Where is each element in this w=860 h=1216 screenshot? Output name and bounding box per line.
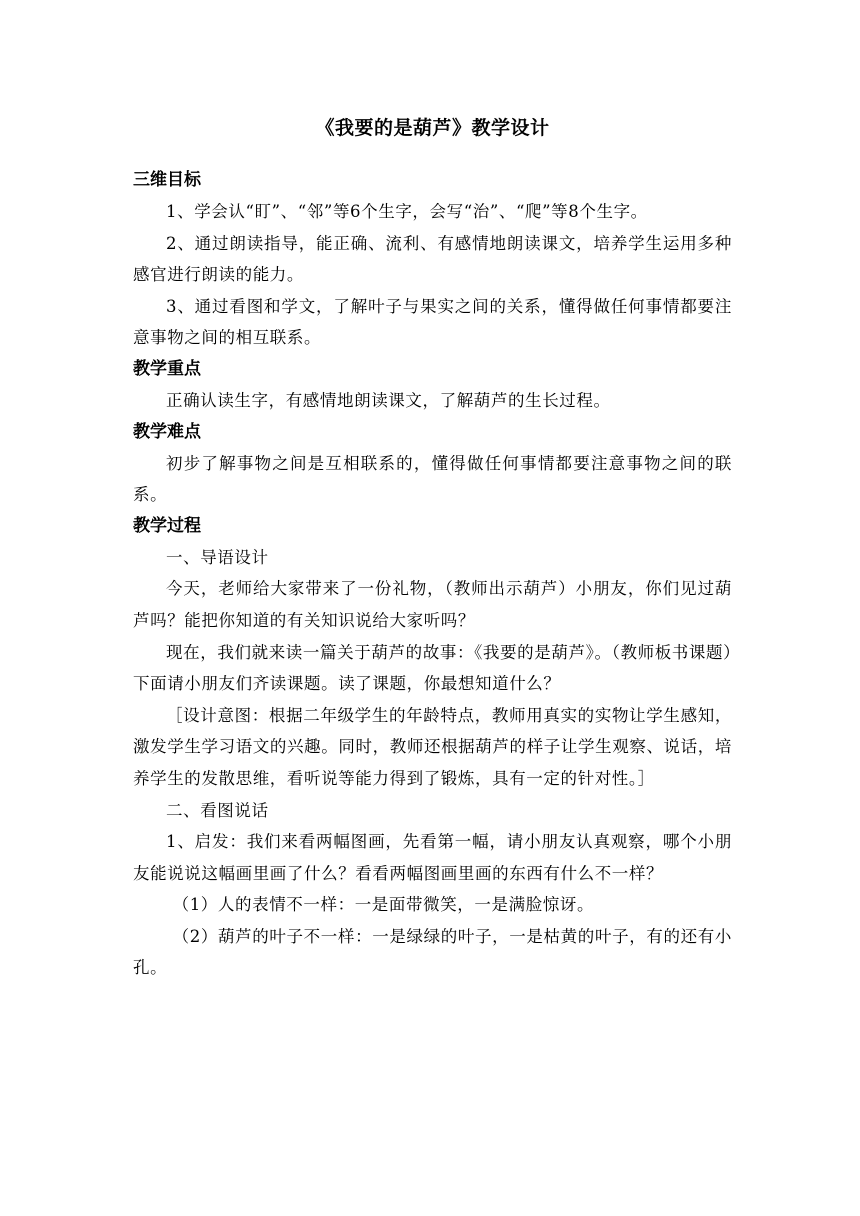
process-paragraph-design-intent: ［设计意图：根据二年级学生的年龄特点，教师用真实的实物让学生感知，激发学生学习语文的兴趣。同时，教师还根据葫芦的样子让学生观察、说话，培养学生的发散思维，看听说等能力得到了锻炼，具有一定的针对性。］ [133, 705, 732, 788]
section-heading-key-points: 教学重点 [133, 358, 201, 379]
objective-paragraph-3: 3、通过看图和学文，了解叶子与果实之间的关系，懂得做任何事情都要注意事物之间的相互联系。 [133, 296, 732, 348]
key-points-paragraph: 正确认读生字，有感情地朗读课文，了解葫芦的生长过程。 [166, 390, 611, 410]
process-item-expression: （1）人的表情不一样：一是面带微笑，一是满脸惊讶。 [172, 895, 595, 915]
objective-paragraph-2: 2、通过朗读指导，能正确、流利、有感情地朗读课文，培养学生运用多种感官进行朗读的能力。 [133, 233, 732, 285]
process-item-leaves: （2）葫芦的叶子不一样：一是绿绿的叶子，一是枯黄的叶子，有的还有小孔。 [133, 926, 732, 978]
section-heading-process: 教学过程 [133, 515, 201, 536]
process-paragraph-gift: 今天，老师给大家带来了一份礼物，（教师出示葫芦）小朋友，你们见过葫芦吗？能把你知道的有关知识说给大家听吗？ [133, 579, 732, 630]
process-subheading-intro: 一、导语设计 [166, 547, 269, 567]
process-subheading-picture-talk: 二、看图说话 [166, 800, 269, 820]
objective-paragraph-1: 1、学会认“盯”、“邻”等6个生字，会写“治”、“爬”等8个生字。 [166, 202, 648, 221]
process-paragraph-inspire: 1、启发：我们来看两幅图画，先看第一幅，请小朋友认真观察，哪个小朋友能说说这幅画里画了什么？看看两幅图画里画的东西有什么不一样？ [133, 832, 732, 883]
document-title: 《我要的是葫芦》教学设计 [315, 117, 550, 139]
section-heading-objectives: 三维目标 [133, 170, 201, 190]
section-heading-difficulties: 教学难点 [133, 421, 201, 442]
difficulties-paragraph: 初步了解事物之间是互相联系的，懂得做任何事情都要注意事物之间的联系。 [133, 453, 732, 505]
process-paragraph-story: 现在，我们就来读一篇关于葫芦的故事：《我要的是葫芦》。（教师板书课题）下面请小朋友们齐读课题。读了课题，你最想知道什么？ [133, 642, 732, 694]
